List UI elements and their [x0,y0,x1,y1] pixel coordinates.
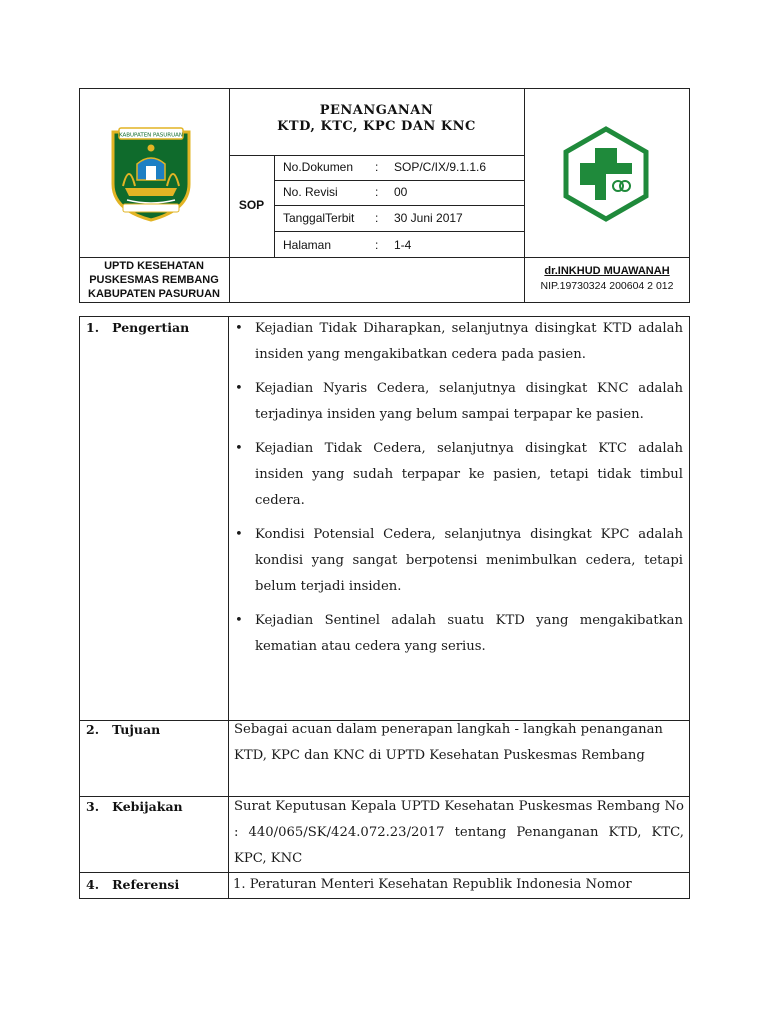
section-label-kebijakan [86,799,183,814]
sop-label: SOP [238,198,265,212]
document-title-line2: KTD, KTC, KPC DAN KNC [277,119,476,134]
meta-value-tanggal-terbit: 30 Juni 2017 [394,211,463,225]
header-bottom-line [79,302,690,303]
list-item: • Kejadian Tidak Diharapkan, selanjutnya disingkat KTD adalah insiden yang mengakibatkan cedera pada pasien. [235,321,683,362]
section-number: 1. [86,320,100,335]
list-item: • Kejadian Nyaris Cedera, selanjutnya disingkat KNC adalah terjadinya insiden yang belum sampai terpapar ke pasien. [235,381,683,422]
crest-banner-text: KABUPATEN PASURUAN [118,132,184,139]
section-number: 4. [86,877,100,892]
section-content-referensi: 1. Peraturan Menteri Kesehatan Republik Indonesia Nomor [233,877,632,892]
meta-value-dokumen: SOP/C/IX/9.1.1.6 [394,160,487,174]
body-column-divider [228,316,229,899]
section-label-pengertian [86,320,189,335]
section-number: 3. [86,799,100,814]
body-border-right [689,316,690,899]
meta-key-revisi: No. Revisi [283,185,338,199]
meta-line-2 [274,205,524,206]
signer-name: dr.INKHUD MUAWANAH [544,265,670,277]
document-title-line1: PENANGANAN [319,103,434,118]
meta-key-tanggal-terbit: TanggalTerbit [283,211,355,225]
body-border-left [79,316,80,899]
section-label-tujuan [86,722,160,737]
meta-value-revisi: 00 [394,185,408,199]
document-title [229,103,524,135]
unit-line3: KABUPATEN PASURUAN [88,288,220,300]
section-title: Kebijakan [112,799,183,814]
unit-line2: PUSKESMAS REMBANG [89,274,219,286]
meta-colon: : [375,238,379,252]
kabupaten-crest-logo [105,122,197,222]
meta-line-1 [274,180,524,181]
list-item: • Kondisi Potensial Cedera, selanjutnya disingkat KPC adalah kondisi yang sangat berpotensi menimbulkan cedera, tetapi belum terjadi insiden. [235,527,683,594]
section-content-pengertian [231,316,683,668]
section-number: 2. [86,722,100,737]
unit-name [79,259,229,301]
list-item: • Kejadian Tidak Cedera, selanjutnya disingkat KTC adalah insiden yang sudah terpapar ke pasien, tetapi tidak timbul cedera. [235,441,683,508]
puskesmas-logo [562,126,650,222]
section-title: Tujuan [112,722,161,737]
section-title: Pengertian [112,320,190,335]
meta-colon: : [375,160,379,174]
list-item: • Kejadian Sentinel adalah suatu KTD yang mengakibatkan kematian atau cedera yang serius. [235,613,683,654]
meta-key-dokumen: No.Dokumen [283,160,354,174]
section-content-tujuan: Sebagai acuan dalam penerapan langkah - langkah penanganan KTD, KPC dan KNC di UPTD Kesehatan Puskesmas Rembang [234,722,663,763]
meta-colon: : [375,185,379,199]
meta-colon: : [375,211,379,225]
unit-line1: UPTD KESEHATAN [104,260,204,272]
header-row-line [79,257,690,258]
sop-divider [274,155,275,257]
meta-line-3 [274,231,524,232]
signer-nip: NIP.19730324 200604 2 012 [540,280,674,292]
meta-key-halaman: Halaman [283,238,332,252]
section-content-kebijakan: Surat Keputusan Kepala UPTD Kesehatan Puskesmas Rembang No : 440/065/SK/424.072.23/2017 tentang Penanganan KTD, KTC, KPC, KNC [234,799,684,866]
header-border-top [79,88,690,89]
section-title: Referensi [112,877,180,892]
section-label-referensi [86,877,179,892]
body-border-bottom [79,898,690,899]
meta-value-halaman: 1-4 [394,238,412,252]
